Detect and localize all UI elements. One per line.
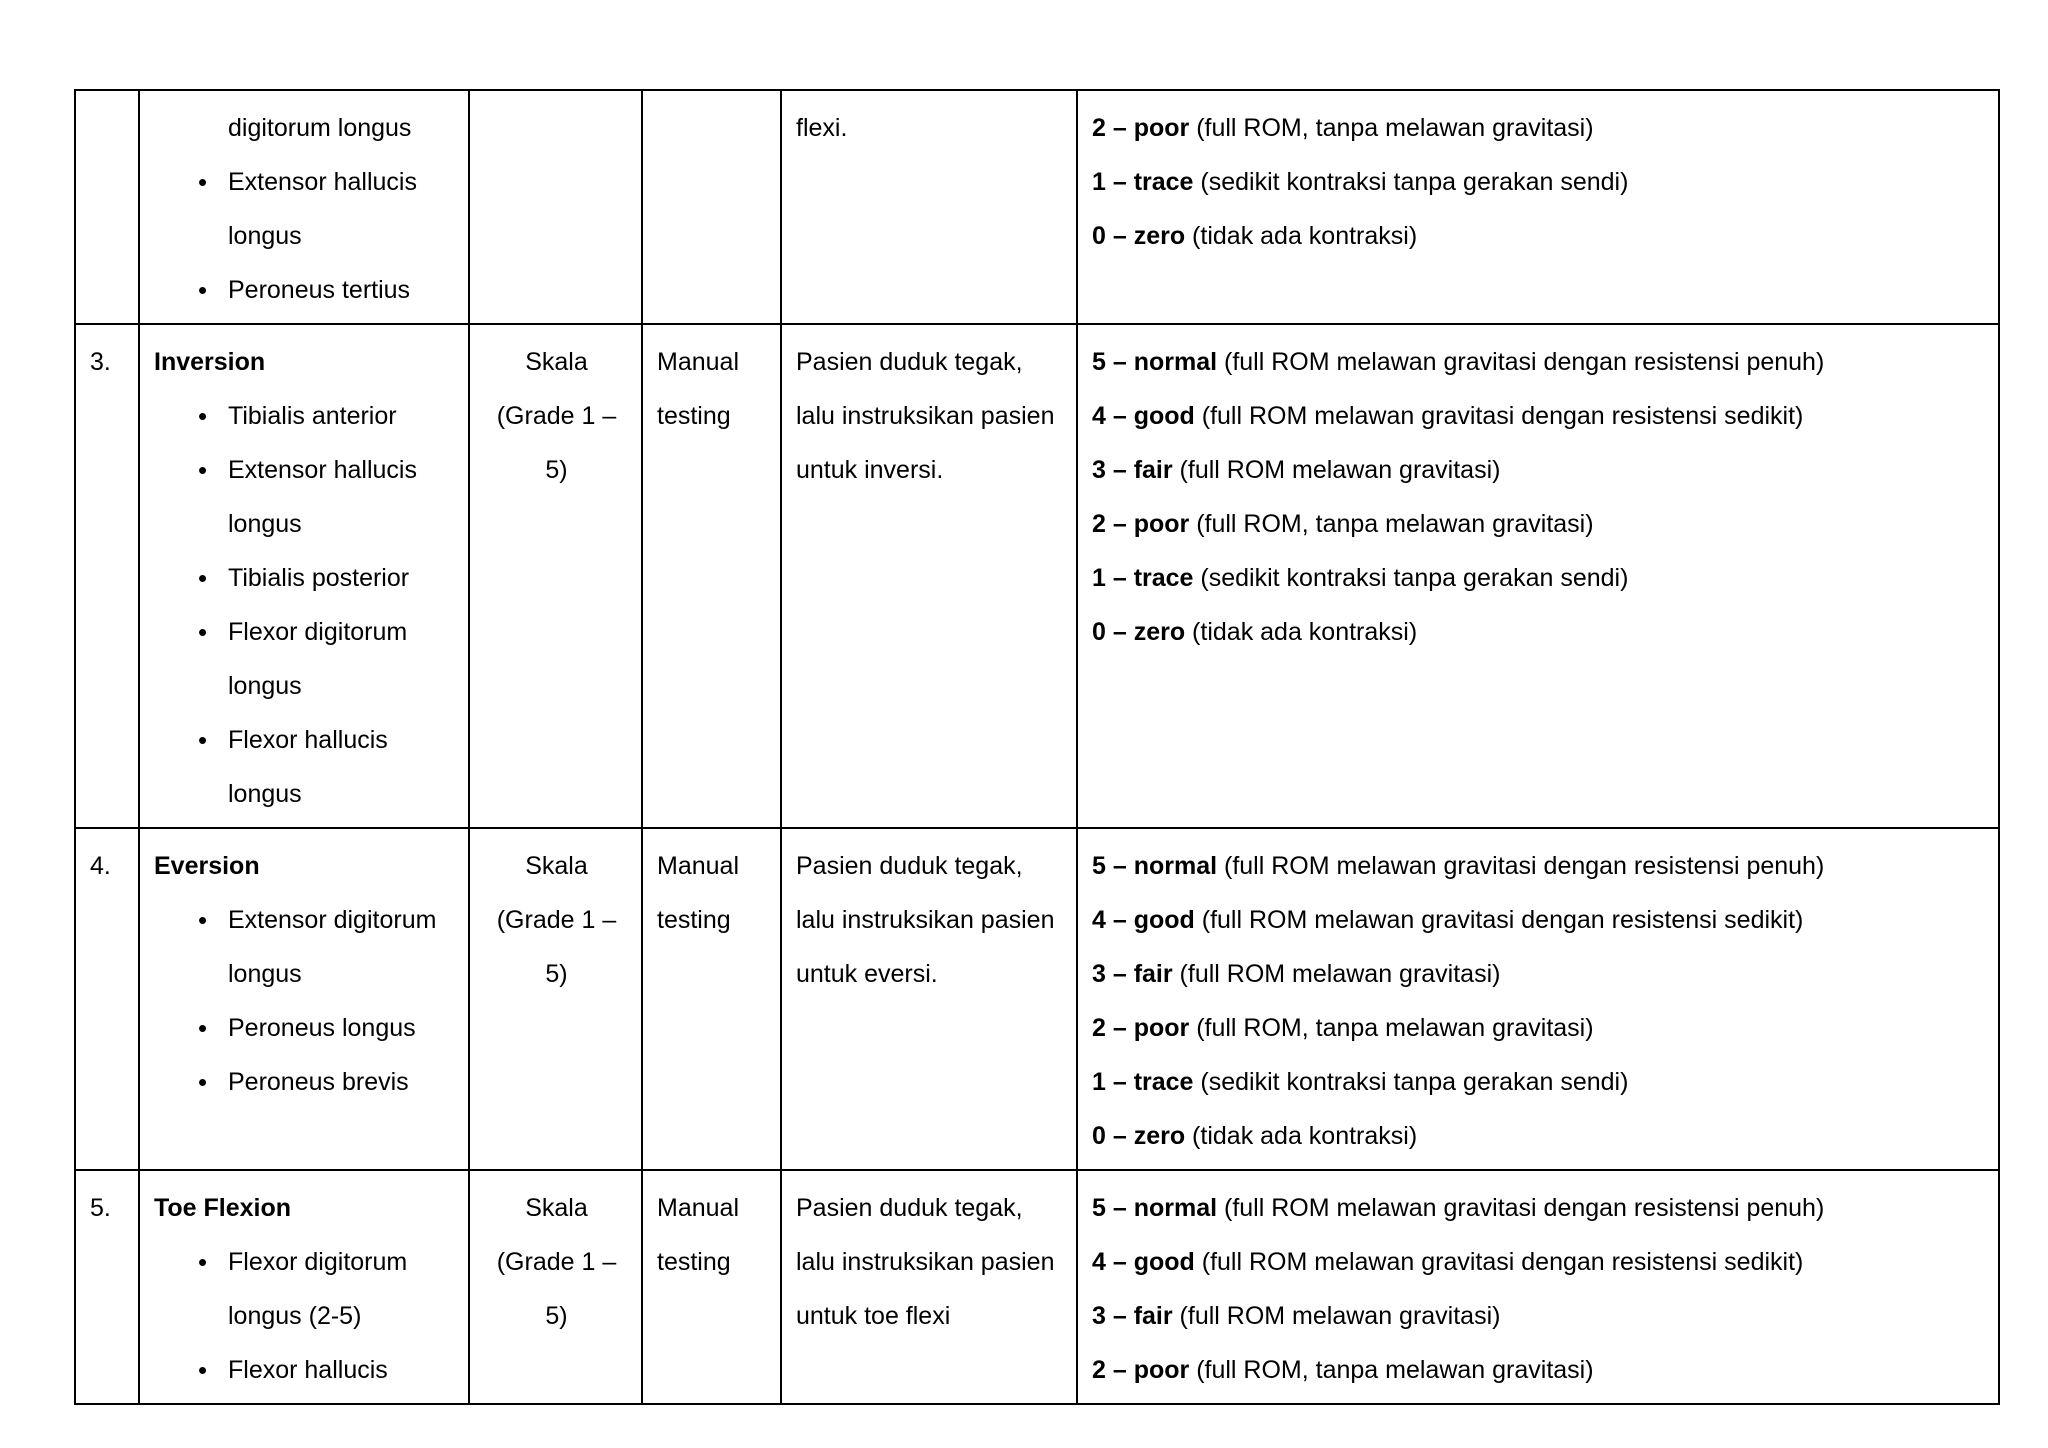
movement-cell (139, 90, 469, 324)
muscle-item: • Tibialis posterior (154, 551, 456, 605)
grade-item (1092, 101, 1986, 155)
grade-label: 4 – good (1092, 1248, 1195, 1276)
grade-label: 2 – poor (1092, 1014, 1190, 1042)
grade-item (1092, 551, 1986, 605)
procedure-cell: Pasien duduk tegak, lalu instruksikan pasien untuk toe flexi (781, 1170, 1077, 1404)
muscle-list (154, 101, 456, 317)
grade-label: 3 – fair (1092, 456, 1173, 484)
method-cell: Manual testing (642, 828, 781, 1170)
grade-item (1092, 155, 1986, 209)
muscle-item: • Flexor digitorum longus (2-5) (154, 1235, 456, 1343)
grade-label: 4 – good (1092, 906, 1195, 934)
grade-desc: (full ROM melawan gravitasi) (1172, 960, 1501, 988)
grade-item (1092, 1235, 1986, 1289)
movement-cell (139, 828, 469, 1170)
muscle-list (154, 389, 456, 821)
grade-item (1092, 1181, 1986, 1235)
muscle-item: • Extensor hallucis longus (154, 155, 456, 263)
grade-item (1092, 209, 1986, 263)
method-cell: Manual testing (642, 324, 781, 828)
scale-cell: Skala (Grade 1 – 5) (469, 828, 642, 1170)
movement-title: Toe Flexion (154, 1194, 292, 1222)
table-row (75, 324, 1999, 828)
grade-label: 1 – trace (1092, 564, 1194, 592)
grade-item (1092, 1055, 1986, 1109)
muscle-test-table (74, 89, 2000, 1405)
grade-label: 0 – zero (1092, 222, 1186, 250)
grade-desc: (tidak ada kontraksi) (1185, 618, 1418, 646)
grade-desc: (sedikit kontraksi tanpa gerakan sendi) (1193, 1068, 1629, 1096)
grade-label: 1 – trace (1092, 168, 1194, 196)
grade-label: 4 – good (1092, 402, 1195, 430)
grade-item (1092, 893, 1986, 947)
grade-item (1092, 947, 1986, 1001)
grade-item (1092, 1289, 1986, 1343)
muscle-item: • Extensor hallucis longus (154, 443, 456, 551)
muscle-item: • Tibialis anterior (154, 389, 456, 443)
muscle-list (154, 1235, 456, 1397)
grade-label: 5 – normal (1092, 852, 1218, 880)
table-body (75, 90, 1999, 1404)
scale-cell (469, 90, 642, 324)
muscle-item: • Peroneus brevis (154, 1055, 456, 1109)
procedure-cell: Pasien duduk tegak, lalu instruksikan pasien untuk eversi. (781, 828, 1077, 1170)
grade-label: 2 – poor (1092, 510, 1190, 538)
muscle-item: • Flexor hallucis longus (154, 713, 456, 821)
muscle-item: • Peroneus longus (154, 1001, 456, 1055)
row-number: 5. (75, 1170, 139, 1404)
grade-desc: (tidak ada kontraksi) (1185, 222, 1418, 250)
grade-label: 3 – fair (1092, 960, 1173, 988)
grade-desc: (full ROM melawan gravitasi dengan resistensi penuh) (1217, 852, 1825, 880)
row-number (75, 90, 139, 324)
grade-desc: (full ROM, tanpa melawan gravitasi) (1189, 114, 1594, 142)
muscle-item: • Flexor hallucis (154, 1343, 456, 1397)
muscle-item: • Extensor digitorum longus (154, 893, 456, 1001)
muscle-item: • Flexor digitorum longus (154, 605, 456, 713)
grade-item (1092, 839, 1986, 893)
grade-label: 3 – fair (1092, 1302, 1173, 1330)
table-row (75, 828, 1999, 1170)
grade-desc: (sedikit kontraksi tanpa gerakan sendi) (1193, 564, 1629, 592)
movement-title: Inversion (154, 348, 266, 376)
grade-label: 5 – normal (1092, 348, 1218, 376)
grade-item (1092, 1001, 1986, 1055)
grade-desc: (full ROM melawan gravitasi dengan resistensi sedikit) (1194, 1248, 1804, 1276)
grade-label: 1 – trace (1092, 1068, 1194, 1096)
grade-desc: (full ROM melawan gravitasi dengan resistensi penuh) (1217, 348, 1825, 376)
muscle-list (154, 893, 456, 1109)
grade-desc: (full ROM melawan gravitasi dengan resistensi sedikit) (1194, 906, 1804, 934)
procedure-cell: Pasien duduk tegak, lalu instruksikan pasien untuk inversi. (781, 324, 1077, 828)
method-cell: Manual testing (642, 1170, 781, 1404)
movement-title: Eversion (154, 852, 260, 880)
grade-item (1092, 335, 1986, 389)
procedure-cell: flexi. (781, 90, 1077, 324)
grade-item (1092, 443, 1986, 497)
grade-label: 2 – poor (1092, 1356, 1190, 1384)
movement-cell (139, 1170, 469, 1404)
grades-cell (1077, 1170, 1999, 1404)
method-cell (642, 90, 781, 324)
grade-desc: (full ROM, tanpa melawan gravitasi) (1189, 1014, 1594, 1042)
grade-desc: (tidak ada kontraksi) (1185, 1122, 1418, 1150)
grade-desc: (sedikit kontraksi tanpa gerakan sendi) (1193, 168, 1629, 196)
muscle-item: • Peroneus tertius (154, 263, 456, 317)
grade-label: 2 – poor (1092, 114, 1190, 142)
muscle-item: digitorum longus (228, 114, 412, 142)
grade-desc: (full ROM melawan gravitasi) (1172, 456, 1501, 484)
grade-desc: (full ROM, tanpa melawan gravitasi) (1189, 1356, 1594, 1384)
grade-desc: (full ROM melawan gravitasi dengan resistensi sedikit) (1194, 402, 1804, 430)
grades-cell (1077, 324, 1999, 828)
grade-label: 0 – zero (1092, 618, 1186, 646)
grade-item (1092, 389, 1986, 443)
grade-item (1092, 497, 1986, 551)
row-number: 4. (75, 828, 139, 1170)
table-row (75, 90, 1999, 324)
grade-label: 5 – normal (1092, 1194, 1218, 1222)
grade-desc: (full ROM, tanpa melawan gravitasi) (1189, 510, 1594, 538)
movement-cell (139, 324, 469, 828)
grade-item (1092, 605, 1986, 659)
grade-desc: (full ROM melawan gravitasi dengan resistensi penuh) (1217, 1194, 1825, 1222)
grade-item (1092, 1343, 1986, 1397)
table-row (75, 1170, 1999, 1404)
row-number: 3. (75, 324, 139, 828)
scale-cell: Skala (Grade 1 – 5) (469, 1170, 642, 1404)
grade-label: 0 – zero (1092, 1122, 1186, 1150)
grade-item (1092, 1109, 1986, 1163)
scale-cell: Skala (Grade 1 – 5) (469, 324, 642, 828)
grades-cell (1077, 828, 1999, 1170)
grade-desc: (full ROM melawan gravitasi) (1172, 1302, 1501, 1330)
grades-cell (1077, 90, 1999, 324)
